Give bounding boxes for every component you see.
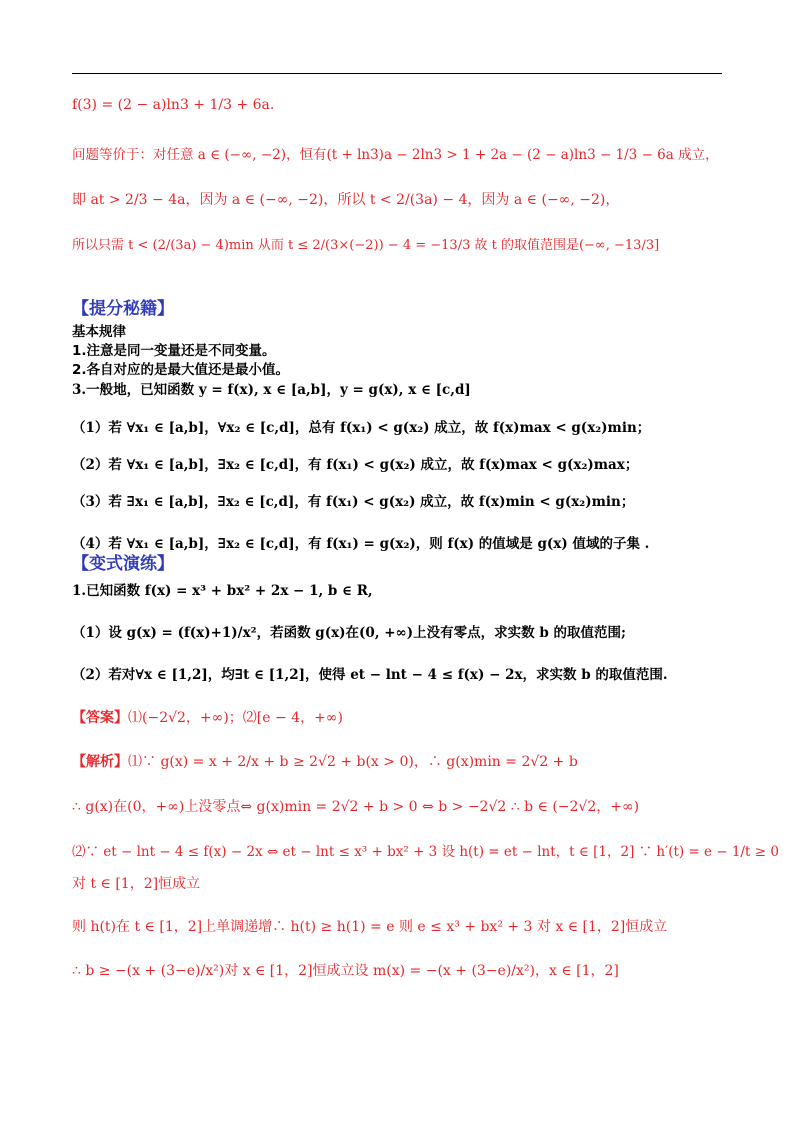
case-3: （3）若 ∃x₁ ∈ [a,b]，∃x₂ ∈ [c,d]，有 f(x₁) < g(x₂) 成立，故 f(x)min < g(x₂)min； <box>72 494 635 510</box>
analysis-line-2: ∴ g(x)在(0，+∞)上没零点⇔ g(x)min = 2√2 + b > 0 ⇔ b > −2√2 ∴ b ∈ (−2√2，+∞) <box>72 799 640 815</box>
section-heading-practice: 【变式演练】 <box>72 554 174 574</box>
section-heading-tips: 【提分秘籍】 <box>72 299 174 319</box>
solution-line-1: f(3) = (2 − a)ln3 + 1/3 + 6a. <box>72 97 275 113</box>
case-2: （2）若 ∀x₁ ∈ [a,b]，∃x₂ ∈ [c,d]，有 f(x₁) < g(x₂) 成立，故 f(x)max < g(x₂)max； <box>72 457 639 473</box>
rule-2: 2.各自对应的是最大值还是最小值。 <box>72 362 290 378</box>
solution-line-4: 所以只需 t < (2/(3a) − 4)min 从而 t ≤ 2/(3×(−2)) − 4 = −13/3 故 t 的取值范围是(−∞, −13/3] <box>72 238 660 253</box>
case-4: （4）若 ∀x₁ ∈ [a,b]，∃x₂ ∈ [c,d]，有 f(x₁) = g(x₂)，则 f(x) 的值域是 g(x) 值域的子集 . <box>72 536 650 552</box>
answer-label: 【答案】 <box>72 710 128 726</box>
answer-line <box>72 708 343 728</box>
problem-part-2: （2）若对∀x ∈ [1,2]，均∃t ∈ [1,2]，使得 et − lnt − 4 ≤ f(x) − 2x，求实数 b 的取值范围. <box>72 667 668 683</box>
rule-1: 1.注意是同一变量还是不同变量。 <box>72 343 276 359</box>
problem-part-1: （1）设 g(x) = (f(x)+1)/x²，若函数 g(x)在(0, +∞)上没有零点，求实数 b 的取值范围; <box>72 625 626 641</box>
analysis-line-4: 对 t ∈ [1，2]恒成立 <box>72 876 201 892</box>
analysis-text-1: ⑴∵ g(x) = x + 2/x + b ≥ 2√2 + b(x > 0)，∴ g(x)min = 2√2 + b <box>128 754 578 770</box>
rule-3: 3.一般地，已知函数 y = f(x), x ∈ [a,b]，y = g(x), x ∈ [c,d] <box>72 382 471 398</box>
analysis-line-1 <box>72 752 578 772</box>
answer-text: ⑴(−2√2，+∞)；⑵[e − 4，+∞) <box>128 710 343 726</box>
case-1: （1）若 ∀x₁ ∈ [a,b]，∀x₂ ∈ [c,d]，总有 f(x₁) < g(x₂) 成立，故 f(x)max < g(x₂)min； <box>72 420 651 436</box>
header-rule <box>72 73 722 74</box>
solution-line-3: 即 at > 2/3 − 4a，因为 a ∈ (−∞, −2)，所以 t < 2/(3a) − 4，因为 a ∈ (−∞, −2)， <box>72 192 620 208</box>
analysis-line-5: 则 h(t)在 t ∈ [1，2]上单调递增∴ h(t) ≥ h(1) = e 则 e ≤ x³ + bx² + 3 对 x ∈ [1，2]恒成立 <box>72 919 668 935</box>
rules-title: 基本规律 <box>72 324 126 340</box>
solution-line-2: 问题等价于：对任意 a ∈ (−∞, −2)，恒有(t + ln3)a − 2ln3 > 1 + 2a − (2 − a)ln3 − 1/3 − 6a 成立， <box>72 147 719 163</box>
analysis-line-6: ∴ b ≥ −(x + (3−e)/x²)对 x ∈ [1，2]恒成立设 m(x) = −(x + (3−e)/x²)，x ∈ [1，2] <box>72 963 619 979</box>
analysis-line-3: ⑵∵ et − lnt − 4 ≤ f(x) − 2x ⇔ et − lnt ≤ x³ + bx² + 3 设 h(t) = et − lnt，t ∈ [1，2] ∵ h′(t) = e − 1/t ≥ 0 <box>72 844 779 860</box>
problem-statement: 1.已知函数 f(x) = x³ + bx² + 2x − 1, b ∈ R, <box>72 583 373 599</box>
analysis-label: 【解析】 <box>72 754 128 770</box>
